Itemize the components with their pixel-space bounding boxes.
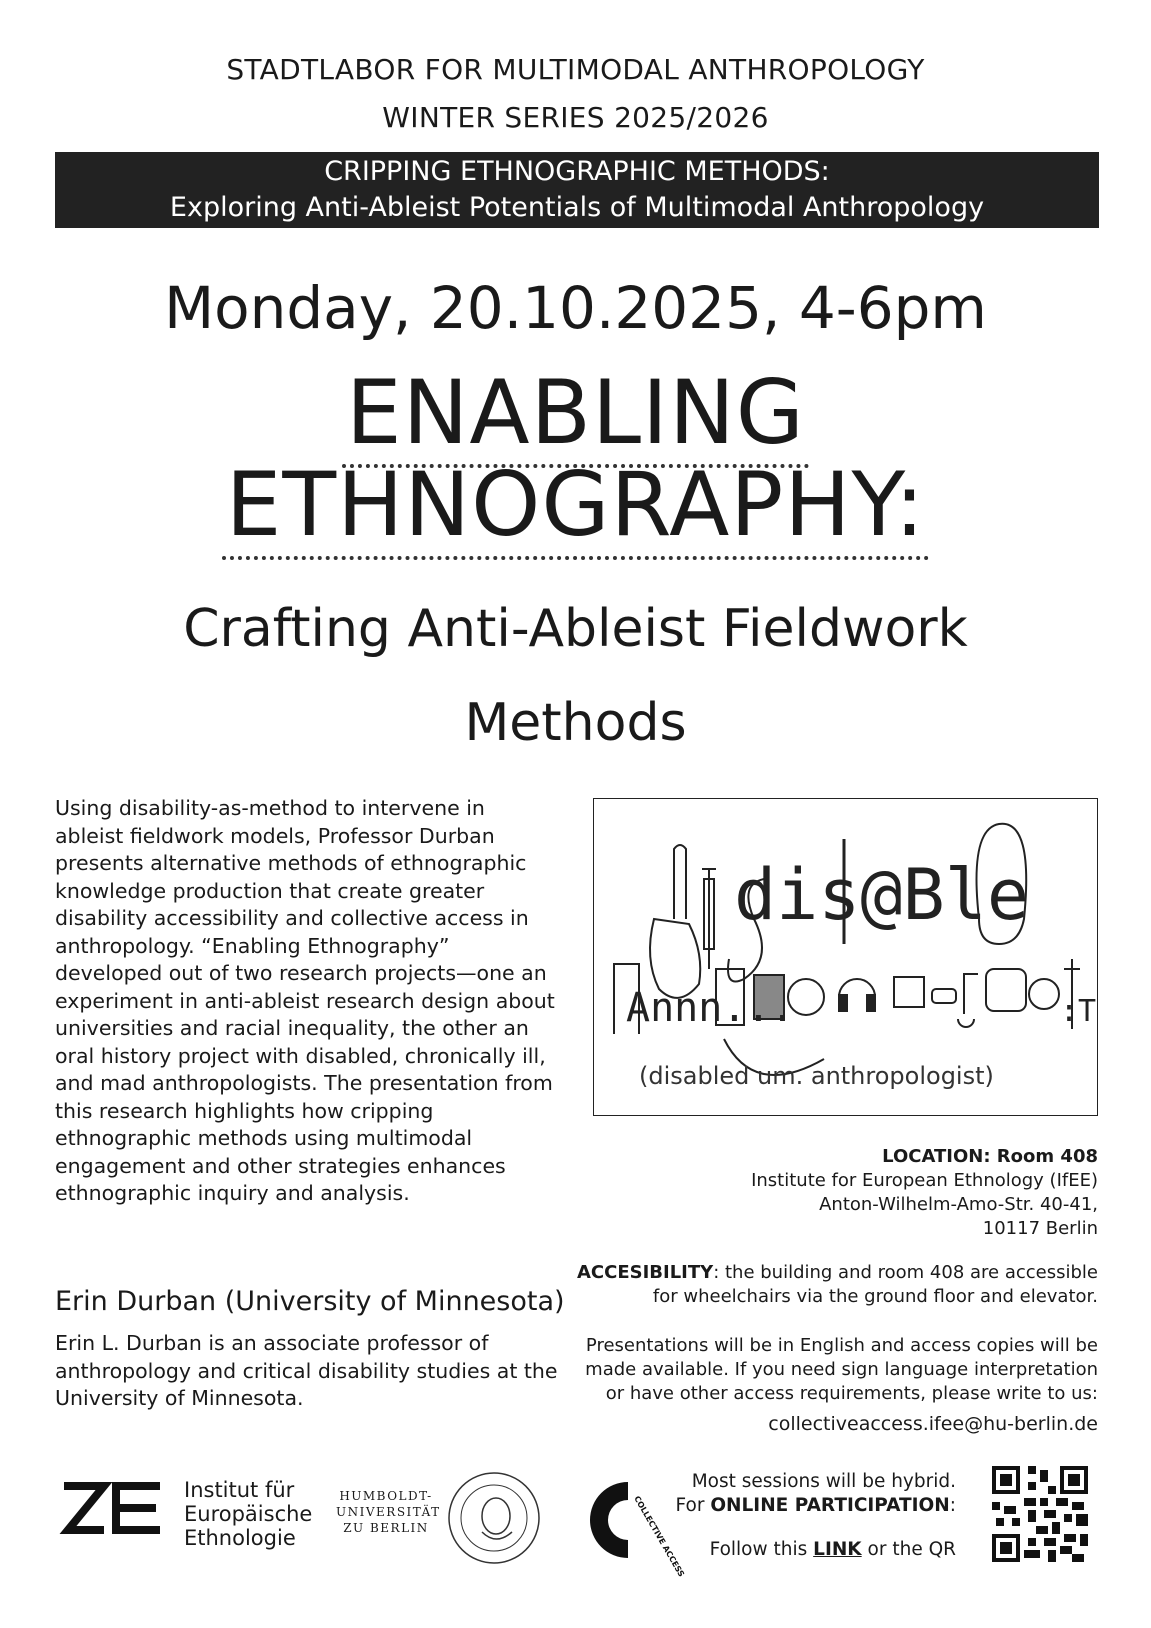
illustration-disabled-anthropologist	[593, 798, 1098, 1116]
presentations-block	[585, 1334, 1098, 1406]
ifee-logo-text	[184, 1478, 312, 1550]
ifee-logo-icon	[60, 1478, 168, 1540]
qr-code[interactable]	[992, 1466, 1088, 1566]
hu-seal-icon	[446, 1470, 542, 1566]
event-title-line2	[0, 453, 1151, 556]
collective-access-logo	[566, 1470, 686, 1579]
presentations-line3: or have other access requirements, please write to us:	[605, 1383, 1098, 1404]
hu-line1: HUMBOLDT-	[339, 1489, 433, 1503]
banner-title: CRIPPING ETHNOGRAPHIC METHODS:	[324, 156, 830, 187]
hu-seal	[446, 1470, 542, 1570]
accessibility-block	[577, 1261, 1098, 1309]
monitor-icon	[894, 977, 924, 1007]
hu-line2: UNIVERSITÄT	[336, 1505, 441, 1519]
accessibility-text2: for wheelchairs via the ground floor and elevator.	[652, 1286, 1098, 1307]
illustration-word1: dis@Ble	[734, 854, 1030, 936]
illustration-caption: (disabled um. anthropologist)	[639, 1062, 994, 1090]
hybrid-line2: For ONLINE PARTICIPATION:	[675, 1495, 956, 1516]
hybrid-line1: Most sessions will be hybrid.	[691, 1471, 956, 1492]
ifee-line2: Europäische	[184, 1502, 313, 1526]
event-date: Monday, 20.10.2025, 4-6pm	[164, 274, 987, 342]
illustration-word2: Annn...	[626, 985, 795, 1031]
speaker-bio: Erin L. Durban is an associate professor of anthropology and critical disability studies at the University of Minnesota.	[55, 1331, 558, 1410]
illustration-word3: :T	[1060, 994, 1097, 1029]
medical-device-icon	[986, 969, 1026, 1011]
accessibility-text1: : the building and room 408 are accessible	[713, 1262, 1098, 1283]
event-title-word1: ENABLING	[342, 361, 809, 468]
hybrid-info	[676, 1470, 956, 1562]
event-title-word2: ETHNOGRAPHY:	[222, 453, 930, 560]
presentations-line1: Presentations will be in English and access copies will be	[585, 1335, 1098, 1356]
location-line1: Institute for European Ethnology (IfEE)	[751, 1170, 1098, 1191]
location-block	[751, 1145, 1098, 1241]
presentations-line2: made available. If you need sign language interpretation	[585, 1359, 1098, 1380]
banner-subtitle: Exploring Anti-Ableist Potentials of Multimodal Anthropology	[169, 192, 985, 223]
series-banner	[55, 152, 1099, 228]
hu-logo-text	[336, 1488, 441, 1536]
event-subtitle-line2: Methods	[464, 693, 687, 753]
syringe-icon	[702, 869, 716, 969]
online-link[interactable]: LINK	[813, 1539, 862, 1560]
ifee-line3: Ethnologie	[184, 1526, 296, 1550]
event-description: Using disability-as-method to intervene in ableist fieldwork models, Professor Durban presents alternative methods of ethnographic knowledge production that create greater disability accessibility and collective access in anthropology. “Enabling Ethnography” developed out of two research projects—one an experiment in anti-ableist research design about universities and racial inequality, the other an oral history project with disabled, chronically ill, and mad anthropologists. The presentation from this research highlights how cripping ethnographic methods using multimodal engagement and other strategies enhances ethnographic inquiry and analysis.	[55, 796, 555, 1205]
ifee-line1: Institut für	[184, 1478, 295, 1502]
hu-line3: ZU BERLIN	[343, 1521, 429, 1535]
follow-line: Follow this LINK or the QR	[709, 1539, 956, 1560]
hand-drawn-illustration	[594, 799, 1096, 1114]
collective-access-icon	[566, 1470, 686, 1579]
accessibility-label: ACCESIBILITY	[576, 1262, 714, 1283]
ifee-logo	[60, 1478, 168, 1544]
location-label: LOCATION: Room 408	[882, 1146, 1098, 1167]
event-subtitle	[0, 582, 1151, 770]
speaker-name: Erin Durban (University of Minnesota)	[55, 1286, 565, 1317]
event-subtitle-line1: Crafting Anti-Ableist Fieldwork	[183, 599, 968, 659]
collective-access-text: COLLECTIVE ACCESS	[632, 1494, 686, 1579]
contact-email[interactable]: collectiveaccess.ifee@hu-berlin.de	[768, 1413, 1098, 1435]
event-title-line1	[0, 361, 1151, 464]
location-line2: Anton-Wilhelm-Amo-Str. 40-41,	[819, 1194, 1098, 1215]
qr-code-icon	[992, 1466, 1088, 1562]
series-header	[0, 46, 1151, 142]
series-season: WINTER SERIES 2025/2026	[382, 101, 769, 134]
location-line3: 10117 Berlin	[982, 1218, 1098, 1239]
series-title: STADTLABOR FOR MULTIMODAL ANTHROPOLOGY	[226, 53, 925, 86]
wheelchair-icon	[958, 974, 978, 1027]
